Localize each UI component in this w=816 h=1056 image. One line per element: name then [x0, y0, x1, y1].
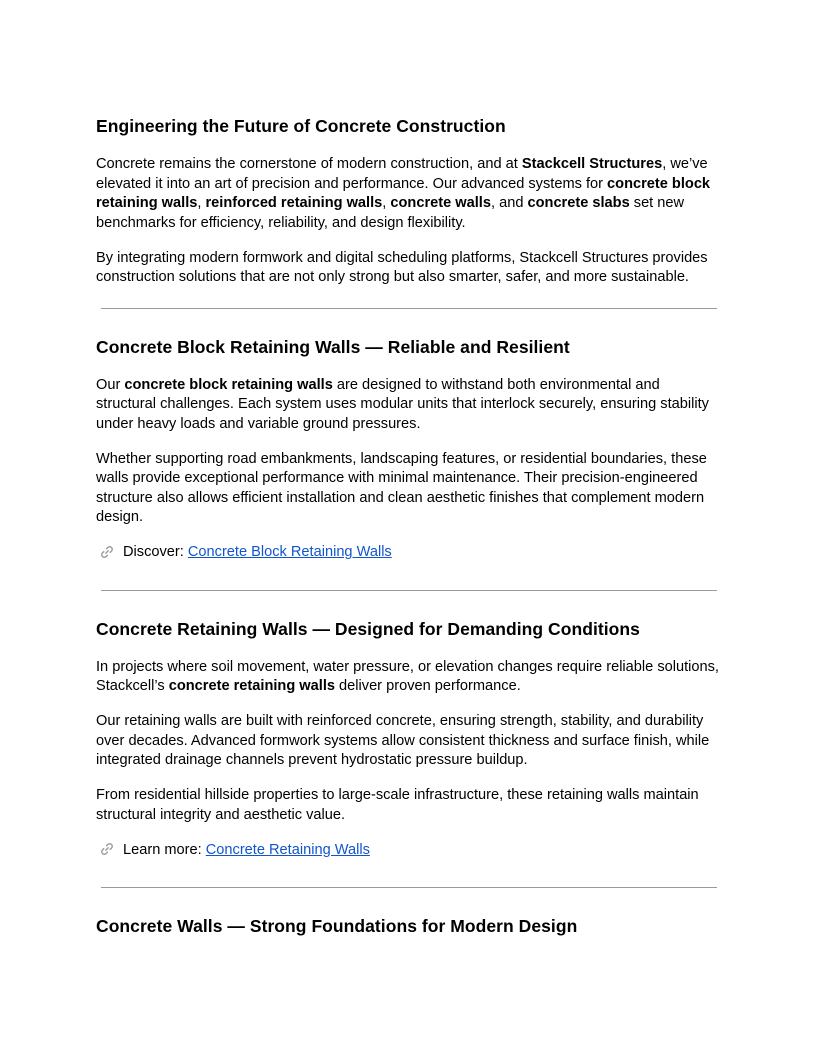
link-icon — [99, 842, 115, 858]
link-prefix: Learn more: — [123, 841, 206, 858]
section-divider — [101, 590, 717, 591]
section-divider — [101, 887, 717, 888]
document-content — [96, 115, 720, 955]
brand-name: Stackcell Structures — [521, 156, 663, 172]
retaining-walls-section — [96, 618, 720, 861]
intro-paragraph-2: By integrating modern formwork and digital scheduling platforms, Stackcell Structures provides construction solutions that are not only strong but also smarter, safer, and more sustainable. — [96, 249, 708, 285]
intro-paragraph-1: Concrete remains the cornerstone of modern construction, and at Stackcell Structures, we’ve elevated it into an art of precision and performance. Our advanced systems for concrete block retaining walls, reinforced retaining walls, concrete walls, and concrete slabs set new benchmarks for efficiency, reliability, and design flexibility. — [96, 156, 711, 231]
link-icon — [99, 545, 115, 561]
block-walls-section — [96, 336, 720, 563]
retaining-walls-paragraph-3: From residential hillside properties to large-scale infrastructure, these retaining walls maintain structural integrity and aesthetic value. — [96, 787, 699, 823]
retaining-walls-link-line — [96, 841, 720, 861]
block-walls-paragraph-2: Whether supporting road embankments, landscaping features, or residential boundaries, these walls provide exceptional performance with minimal maintenance. Their precision-engineered structure also allows efficient installation and clean aesthetic finishes that complement modern design. — [96, 450, 707, 525]
intro-section — [96, 115, 720, 288]
block-walls-heading: Concrete Block Retaining Walls — Reliable and Resilient — [96, 336, 570, 357]
retaining-walls-paragraph-1: In projects where soil movement, water pressure, or elevation changes require reliable solutions, Stackcell’s concrete retaining walls deliver proven performance. — [96, 658, 719, 694]
retaining-walls-paragraph-2: Our retaining walls are built with reinforced concrete, ensuring strength, stability, and durability over decades. Advanced formwork systems allow consistent thickness and surface finish, while integrated drainage channels prevent hydrostatic pressure buildup. — [96, 713, 710, 768]
block-walls-paragraph-1: Our concrete block retaining walls are designed to withstand both environmental and structural challenges. Each system uses modular units that interlock securely, ensuring stability under heavy loads and variable ground pressures. — [96, 376, 709, 432]
retaining-walls-heading: Concrete Retaining Walls — Designed for Demanding Conditions — [96, 618, 640, 639]
section-divider — [101, 308, 717, 309]
concrete-walls-section — [96, 915, 720, 937]
block-walls-link-line — [96, 543, 720, 563]
retaining-walls-link[interactable]: Concrete Retaining Walls — [205, 841, 370, 858]
block-walls-link[interactable]: Concrete Block Retaining Walls — [187, 544, 392, 560]
link-prefix: Discover: — [123, 544, 188, 560]
concrete-walls-heading: Concrete Walls — Strong Foundations for Modern Design — [96, 916, 578, 936]
intro-heading: Engineering the Future of Concrete Construction — [96, 116, 506, 136]
